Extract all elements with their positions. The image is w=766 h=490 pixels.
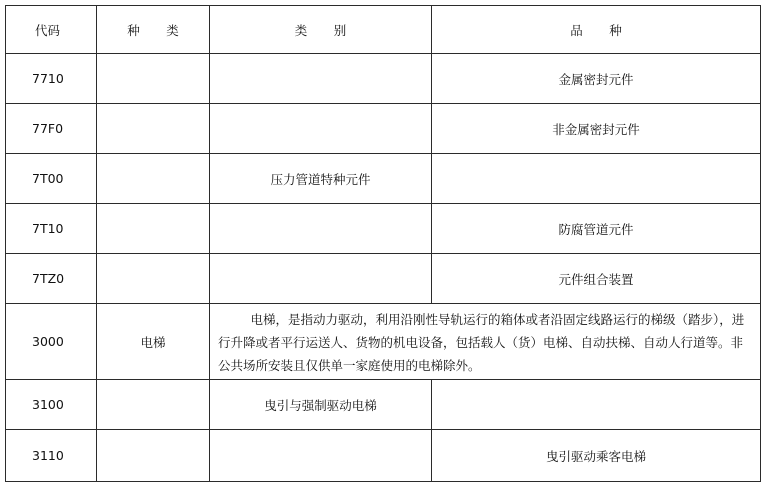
cell-variety (432, 154, 761, 204)
cell-kind (97, 154, 210, 204)
elevator-definition-text: 电梯，是指动力驱动，利用沿刚性导轨运行的箱体或者沿固定线路运行的梯级（踏步），进行升降或者平行运送人、货物的机电设备，包括载人（货）电梯、自动扶梯、自动人行道等。非公共场所安装且仅供单一家庭使用的电梯除外。 (218, 312, 745, 373)
cell-code: 7710 (6, 54, 97, 104)
table-row-elevator (6, 304, 761, 380)
table-row (6, 254, 761, 304)
cell-kind (97, 104, 210, 154)
cell-variety: 曳引驱动乘客电梯 (432, 430, 761, 482)
cell-variety: 非金属密封元件 (432, 104, 761, 154)
table-row (6, 380, 761, 430)
cell-kind: 电梯 (97, 304, 210, 380)
cell-category (210, 204, 432, 254)
header-category (210, 6, 432, 54)
cell-kind (97, 204, 210, 254)
cell-code: 3100 (6, 380, 97, 430)
cell-kind (97, 380, 210, 430)
cell-category: 曳引与强制驱动电梯 (210, 380, 432, 430)
cell-category (210, 430, 432, 482)
cell-category (210, 54, 432, 104)
table-row (6, 154, 761, 204)
cell-category (210, 254, 432, 304)
table-header-row (6, 6, 761, 54)
header-variety-label: 品 种 (570, 22, 633, 38)
header-category-label: 类 别 (294, 22, 358, 38)
header-variety (432, 6, 761, 54)
cell-variety: 元件组合装置 (432, 254, 761, 304)
header-kind (97, 6, 210, 54)
table-row (6, 54, 761, 104)
header-kind-label: 种 类 (127, 22, 190, 38)
cell-category: 压力管道特种元件 (210, 154, 432, 204)
cell-code: 3000 (6, 304, 97, 380)
header-code: 代码 (6, 6, 97, 54)
cell-code: 3110 (6, 430, 97, 482)
cell-code: 7T00 (6, 154, 97, 204)
cell-variety: 金属密封元件 (432, 54, 761, 104)
table-row (6, 204, 761, 254)
cell-variety: 防腐管道元件 (432, 204, 761, 254)
cell-kind (97, 254, 210, 304)
cell-kind (97, 430, 210, 482)
cell-category (210, 104, 432, 154)
table-row (6, 430, 761, 482)
cell-code: 77F0 (6, 104, 97, 154)
cell-code: 7T10 (6, 204, 97, 254)
cell-description (210, 304, 761, 380)
table-row (6, 104, 761, 154)
cell-kind (97, 54, 210, 104)
cell-code: 7TZ0 (6, 254, 97, 304)
special-equipment-catalog-table (5, 5, 761, 482)
cell-variety (432, 380, 761, 430)
